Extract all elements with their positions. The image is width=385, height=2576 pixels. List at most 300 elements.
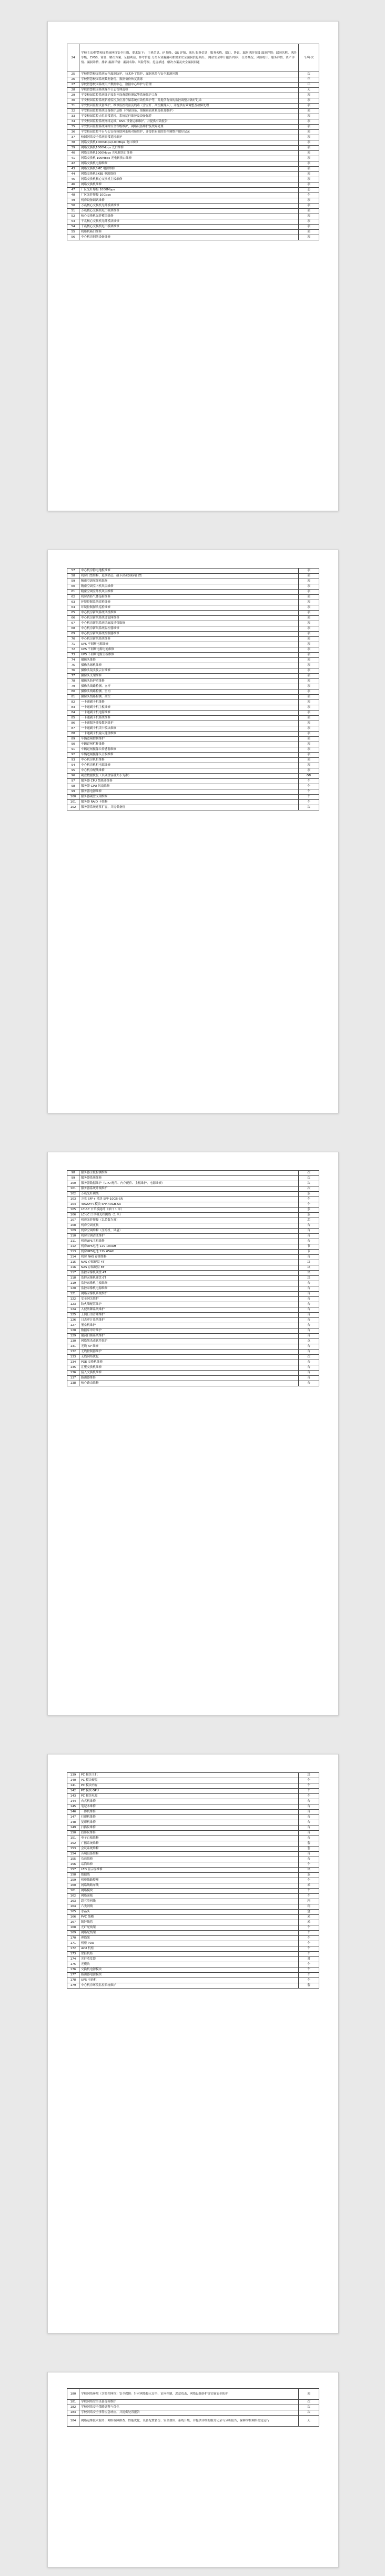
table-row [67, 689, 319, 695]
table-row [67, 1815, 319, 1820]
item-description-cell: 厂区光纤熔接 1000Mbps [79, 188, 299, 193]
row-number-cell: 144 [67, 1799, 79, 1804]
unit-cell: 个 [299, 1941, 319, 1946]
row-number-cell: 114 [67, 1255, 79, 1260]
row-number-cell: 31 [67, 104, 79, 109]
unit-cell: 条 [299, 1213, 319, 1218]
unit-cell: 台 [299, 1815, 319, 1820]
table-row [67, 684, 319, 689]
table-row [67, 1810, 319, 1815]
unit-cell: 项 [299, 689, 319, 695]
row-number-cell: 85 [67, 716, 79, 721]
service-table-page-4 [67, 1772, 319, 1989]
table-row [67, 1957, 319, 1962]
unit-cell: 台 [299, 1820, 319, 1825]
row-number-cell: 105 [67, 1208, 79, 1213]
unit-cell: 项 [299, 135, 319, 140]
row-number-cell: 47 [67, 188, 79, 193]
table-row [67, 1941, 319, 1946]
row-number-cell: 175 [67, 1962, 79, 1968]
row-number-cell: 46 [67, 182, 79, 188]
row-number-cell: 92 [67, 753, 79, 758]
unit-cell: 项 [299, 653, 319, 658]
item-description-cell: 学校网络安全设备巡检维护 [79, 2400, 299, 2405]
row-number-cell: 156 [67, 1862, 79, 1868]
table-row [67, 2405, 319, 2410]
item-description-cell: 机房空调清洗维护 [79, 1234, 299, 1239]
unit-cell: 个 [299, 800, 319, 805]
item-description-cell: 服务器系统升级维护 [79, 1186, 299, 1192]
row-number-cell: 148 [67, 1820, 79, 1825]
table-row [67, 1878, 319, 1883]
table-row [67, 1276, 319, 1281]
unit-cell: 个 [299, 1789, 319, 1794]
row-number-cell: 134 [67, 1360, 79, 1365]
unit-cell: 项 [299, 768, 319, 774]
unit-cell: 块 [299, 1260, 319, 1265]
item-description-cell: PC 模块硬盘 [79, 1778, 299, 1783]
table-row [67, 1307, 319, 1313]
item-description-cell: 服务器硬盘支架维修 [79, 795, 299, 800]
unit-cell: 个 [299, 1794, 319, 1799]
table-row [67, 83, 319, 88]
table-row [67, 605, 319, 611]
row-number-cell: 172 [67, 1946, 79, 1952]
row-number-cell: 45 [67, 177, 79, 182]
unit-cell: 项 [299, 182, 319, 188]
unit-cell: 台 [299, 1836, 319, 1841]
table-row [67, 1936, 319, 1941]
table-row [67, 721, 319, 726]
item-description-cell: 路由器维修 [79, 1376, 299, 1381]
row-number-cell: 177 [67, 1973, 79, 1978]
unit-cell: 项 [299, 119, 319, 125]
row-number-cell: 52 [67, 214, 79, 219]
item-description-cell: 堡垒机维护 [79, 1323, 299, 1328]
item-description-cell: 平安校园监控系统设备维护运维（存储设备、图像画面质量巡检及维护） [79, 109, 299, 114]
table-row [67, 182, 319, 188]
unit-cell: 节 [299, 1250, 319, 1255]
row-number-cell: 50 [67, 204, 79, 209]
table-row [67, 668, 319, 674]
table-row [67, 621, 319, 626]
unit-cell: 项 [299, 595, 319, 600]
row-number-cell: 75 [67, 663, 79, 668]
table-row [67, 1381, 319, 1386]
table-row [67, 77, 319, 83]
table-row [67, 1978, 319, 1983]
table-row [67, 172, 319, 177]
item-description-cell: 上网行为管理维护 [79, 1313, 299, 1318]
row-number-cell: 66 [67, 616, 79, 621]
row-number-cell: 123 [67, 1302, 79, 1307]
table-row [67, 1365, 319, 1371]
unit-cell: 台 [299, 1371, 319, 1376]
row-number-cell: 38 [67, 140, 79, 146]
row-number-cell: 26 [67, 77, 79, 83]
unit-cell: 项 [299, 146, 319, 151]
table-row [67, 198, 319, 204]
row-number-cell: 64 [67, 605, 79, 611]
item-description-cell: 千兆核心交换机光纤模块维修 [79, 219, 299, 225]
unit-cell: 节 [299, 1244, 319, 1250]
table-row [67, 658, 319, 663]
unit-cell: 项 [299, 235, 319, 240]
row-number-cell: 34 [67, 119, 79, 125]
item-description-cell: 一卡通服务器及数据维护 [79, 721, 299, 726]
unit-cell: 台 [299, 1255, 319, 1260]
unit-cell: 项 [299, 721, 319, 726]
unit-cell: 个 [299, 789, 319, 795]
unit-cell: 次 [299, 1186, 319, 1192]
item-description-cell: UPS 电池柜 [79, 1978, 299, 1983]
item-description-cell: 中心机房机柜维修 [79, 758, 299, 763]
service-table-page-1 [67, 44, 319, 240]
table-row [67, 209, 319, 214]
table-row [67, 1962, 319, 1968]
item-description-cell: 服务器主板检测维修 [79, 1171, 299, 1176]
table-row [67, 611, 319, 616]
table-row [67, 1202, 319, 1208]
row-number-cell: 107 [67, 1218, 79, 1223]
item-description-cell: LED 显示屏维修 [79, 1868, 299, 1873]
item-description-cell: UPS 不间断电源主板维修 [79, 653, 299, 658]
row-number-cell: 174 [67, 1957, 79, 1962]
table-row [67, 1334, 319, 1339]
row-number-cell: 115 [67, 1260, 79, 1265]
table-row [67, 1297, 319, 1302]
unit-cell: 项 [299, 763, 319, 768]
unit-cell: 条 [299, 1873, 319, 1878]
table-row [67, 590, 319, 595]
table-row [67, 1847, 319, 1852]
unit-cell: 个 [299, 795, 319, 800]
table-row [67, 747, 319, 753]
table-row [67, 146, 319, 151]
unit-cell: 套 [299, 1847, 319, 1852]
unit-cell: 台 [299, 1360, 319, 1365]
document-page-1 [47, 21, 339, 511]
unit-cell: 个 [299, 1894, 319, 1899]
table-row [67, 140, 319, 146]
item-description-cell: 机房光纤熔接（以芯数为准） [79, 1218, 299, 1223]
table-row [67, 1857, 319, 1862]
unit-cell: 对 [299, 1957, 319, 1962]
row-number-cell: 117 [67, 1271, 79, 1276]
unit-cell: 项 [299, 705, 319, 711]
table-row [67, 1789, 319, 1794]
row-number-cell: 67 [67, 621, 79, 626]
row-number-cell: 101 [67, 1186, 79, 1192]
table-row [67, 600, 319, 605]
table-row [67, 1323, 319, 1328]
item-description-cell: 摄像头线路检测、室内 [79, 689, 299, 695]
unit-cell: 项 [299, 663, 319, 668]
unit-cell: 芯 [299, 188, 319, 193]
unit-cell: 项 [299, 204, 319, 209]
row-number-cell: 160 [67, 1883, 79, 1889]
table-row [67, 574, 319, 579]
row-number-cell: 129 [67, 1334, 79, 1339]
table-row [67, 800, 319, 805]
item-description-cell: 一卡通刷卡机系统维修 [79, 716, 299, 721]
row-number-cell: 127 [67, 1323, 79, 1328]
item-description-cell: 学校网络环境（含监控网络）安全保障：针对网络接入安全、访问控制、恶意攻击、网络设备防护等实施安全防护 [79, 2389, 299, 2400]
row-number-cell: 59 [67, 579, 79, 584]
row-number-cell: 166 [67, 1915, 79, 1920]
row-number-cell: 119 [67, 1281, 79, 1286]
unit-cell: 项 [299, 2389, 319, 2400]
unit-cell: 项 [299, 711, 319, 716]
row-number-cell: 122 [67, 1297, 79, 1302]
row-number-cell: 56 [67, 235, 79, 240]
item-description-cell: 车辆道闸栏杆维修 [79, 742, 299, 747]
row-number-cell: 124 [67, 1307, 79, 1313]
item-description-cell: 中心机房机柜电源维修 [79, 763, 299, 768]
row-number-cell: 162 [67, 1894, 79, 1899]
unit-cell: 台 [299, 1857, 319, 1862]
table-row [67, 647, 319, 653]
row-number-cell: 88 [67, 732, 79, 737]
row-number-cell: 72 [67, 647, 79, 653]
unit-cell: 项 [299, 695, 319, 700]
row-number-cell: 137 [67, 1376, 79, 1381]
row-number-cell: 49 [67, 198, 79, 204]
table-row [67, 679, 319, 684]
table-row [67, 1825, 319, 1831]
item-description-cell: LC-LC 口单模光纤跳线（1 米） [79, 1213, 299, 1218]
table-row [67, 768, 319, 774]
unit-cell: 次 [299, 1355, 319, 1360]
table-row [67, 1910, 319, 1915]
row-number-cell: 183 [67, 2410, 79, 2416]
table-row [67, 1862, 319, 1868]
row-number-cell: 113 [67, 1250, 79, 1255]
table-row [67, 2416, 319, 2427]
item-description-cell: PC 模块内存 [79, 1783, 299, 1789]
unit-cell: 块 [299, 1773, 319, 1778]
table-row [67, 1883, 319, 1889]
item-description-cell: 中心机房静电地板维修 [79, 569, 299, 574]
row-number-cell: 173 [67, 1952, 79, 1957]
unit-cell: 个 [299, 1925, 319, 1931]
item-description-cell: 网络交换机核心交换机主板维修 [79, 177, 299, 182]
table-row [67, 1915, 319, 1920]
unit-cell: 次 [299, 1176, 319, 1181]
item-description-cell: 网络录像机系统维护 [79, 1292, 299, 1297]
table-row [67, 125, 319, 130]
item-description-cell: 中心机房新风系统温控器维修 [79, 626, 299, 632]
row-number-cell: 110 [67, 1234, 79, 1239]
item-description-cell: 机柜 PDU [79, 1941, 299, 1946]
table-row [67, 156, 319, 161]
unit-cell: 个/年次 [299, 44, 319, 72]
table-row [67, 1889, 319, 1894]
unit-cell: 套 [299, 1983, 319, 1989]
unit-cell: 套 [299, 1841, 319, 1847]
table-row [67, 1841, 319, 1847]
unit-cell: 项 [299, 716, 319, 721]
row-number-cell: 32 [67, 109, 79, 114]
table-row [67, 742, 319, 747]
row-number-cell: 62 [67, 595, 79, 600]
item-description-cell: 打印机维修 [79, 1815, 299, 1820]
item-description-cell: 网络交换机 100Mbps 光电转换口维修 [79, 156, 299, 161]
table-row [67, 711, 319, 716]
row-number-cell: 58 [67, 574, 79, 579]
unit-cell: 台 [299, 1328, 319, 1334]
table-row [67, 763, 319, 768]
row-number-cell: 111 [67, 1239, 79, 1244]
service-table-page-3 [67, 1170, 319, 1386]
unit-cell: 项 [299, 684, 319, 689]
unit-cell: 项 [299, 753, 319, 758]
row-number-cell: 126 [67, 1318, 79, 1323]
item-description-cell: 网络交换机维修 [79, 182, 299, 188]
row-number-cell: 37 [67, 135, 79, 140]
item-description-cell: 超五类网线 [79, 1899, 299, 1904]
table-row [67, 2389, 319, 2400]
row-number-cell: 27 [67, 83, 79, 88]
unit-cell: 台 [299, 1334, 319, 1339]
table-row [67, 151, 319, 156]
item-description-cell: 机房门禁维修，更换锁芯、磁卡/指纹/密码门禁 [79, 574, 299, 579]
item-description-cell: 精密空调室外机风扇维修 [79, 590, 299, 595]
row-number-cell: 176 [67, 1968, 79, 1973]
item-description-cell: 摄像头防护罩维修 [79, 679, 299, 684]
row-number-cell: 70 [67, 637, 79, 642]
unit-cell: 项 [299, 584, 319, 590]
table-row [67, 167, 319, 172]
unit-cell: 个 [299, 779, 319, 784]
item-description-cell: 功放维修 [79, 1857, 299, 1862]
unit-cell: 项 [299, 621, 319, 626]
item-description-cell: 平安校园监控系统维护及监控设备巡检测试等系统维护工作 [79, 93, 299, 98]
item-description-cell: 路由器电源模块 [79, 1973, 299, 1978]
table-row [67, 1350, 319, 1355]
item-description-cell: 机房UPS主机维修 [79, 1239, 299, 1244]
item-description-cell: 六类网线 [79, 1904, 299, 1910]
row-number-cell: 170 [67, 1936, 79, 1941]
item-description-cell: 监控录像机硬盘 4T [79, 1271, 299, 1276]
item-description-cell: 车辆道闸摄像头传感器维修 [79, 747, 299, 753]
table-row [67, 130, 319, 135]
row-number-cell: 161 [67, 1889, 79, 1894]
row-number-cell: 151 [67, 1836, 79, 1841]
table-row [67, 569, 319, 574]
item-description-cell: POE 交换机维修 [79, 1360, 299, 1365]
table-row [67, 188, 319, 193]
row-number-cell: 130 [67, 1339, 79, 1344]
unit-cell: 条 [299, 1192, 319, 1197]
row-number-cell: 69 [67, 632, 79, 637]
item-description-cell: 机房消防气体巡检维修 [79, 595, 299, 600]
item-description-cell: 理线架 [79, 1936, 299, 1941]
row-number-cell: 184 [67, 2416, 79, 2427]
unit-cell: 个 [299, 1936, 319, 1941]
row-number-cell: 179 [67, 1983, 79, 1989]
table-row [67, 1218, 319, 1223]
item-description-cell: 监控录像机电源维修 [79, 1286, 299, 1292]
table-row [67, 204, 319, 209]
unit-cell: 台 [299, 1810, 319, 1815]
unit-cell: 台 [299, 1229, 319, 1234]
item-description-cell: 环境控制探头巡检维修 [79, 605, 299, 611]
item-description-cell: 车辆道闸摄像头主板维修 [79, 753, 299, 758]
table-row [67, 1197, 319, 1202]
table-row [67, 1773, 319, 1778]
unit-cell: 盒 [299, 1910, 319, 1915]
item-description-cell: 台式机维修 [79, 1799, 299, 1804]
table-row [67, 1804, 319, 1810]
row-number-cell: 155 [67, 1857, 79, 1862]
unit-cell: 个 [299, 1931, 319, 1936]
table-row [67, 774, 319, 779]
item-description-cell: 网络面板 [79, 1894, 299, 1899]
item-description-cell: 中心机房新风系统维修 [79, 637, 299, 642]
item-description-cell: 机房空调更换 [79, 1223, 299, 1229]
table-row [67, 1925, 319, 1931]
unit-cell: 项 [299, 605, 319, 611]
table-row [67, 1271, 319, 1276]
row-number-cell: 73 [67, 653, 79, 658]
unit-cell: 项 [299, 569, 319, 574]
item-description-cell: 学校智慧校园系统操作日志管理巡检 [79, 88, 299, 93]
row-number-cell: 97 [67, 779, 79, 784]
row-number-cell: 35 [67, 125, 79, 130]
row-number-cell: 147 [67, 1815, 79, 1820]
row-number-cell: 171 [67, 1941, 79, 1946]
item-description-cell: 服务器 RAID 卡维修 [79, 800, 299, 805]
table-row [67, 1794, 319, 1799]
unit-cell: 次 [299, 1181, 319, 1186]
table-row [67, 1894, 319, 1899]
unit-cell: 个 [299, 1973, 319, 1978]
unit-cell: 台 [299, 1307, 319, 1313]
item-description-cell: 机柜机箱门维修 [79, 230, 299, 235]
item-description-cell: 一卡通刷卡机主板维修 [79, 705, 299, 711]
row-number-cell: 135 [67, 1365, 79, 1371]
item-description-cell: 精密空调室内机风扇维修 [79, 584, 299, 590]
item-description-cell: 无线控制器维护 [79, 1350, 299, 1355]
item-description-cell: 交换机电源模块 [79, 1968, 299, 1973]
table-row [67, 1899, 319, 1904]
unit-cell: 块 [299, 1868, 319, 1873]
table-row [67, 2400, 319, 2405]
row-number-cell: 84 [67, 711, 79, 716]
document-page-4 [47, 1754, 339, 2334]
table-row [67, 1783, 319, 1789]
unit-cell: 台 [299, 1297, 319, 1302]
row-number-cell: 163 [67, 1899, 79, 1904]
row-number-cell: 157 [67, 1868, 79, 1873]
item-description-cell: 车辆道闸控制维护 [79, 737, 299, 742]
row-number-cell: 139 [67, 1773, 79, 1778]
table-row [67, 779, 319, 784]
item-description-cell: 投影仪维修 [79, 1831, 299, 1836]
unit-cell: 台 [299, 1286, 319, 1292]
item-description-cell: 广播系统维修 [79, 1841, 299, 1847]
table-row [67, 1946, 319, 1952]
item-description-cell: 漏洞扫描系统维护 [79, 1334, 299, 1339]
document-page-3 [47, 1152, 339, 1716]
table-row [67, 225, 319, 230]
unit-cell: 项 [299, 114, 319, 119]
table-row [67, 695, 319, 700]
row-number-cell: 33 [67, 114, 79, 119]
item-description-cell: 网络交换机SMC 电源维修 [79, 167, 299, 172]
item-description-cell: 一卡通刷卡机读卡模块维修 [79, 726, 299, 732]
